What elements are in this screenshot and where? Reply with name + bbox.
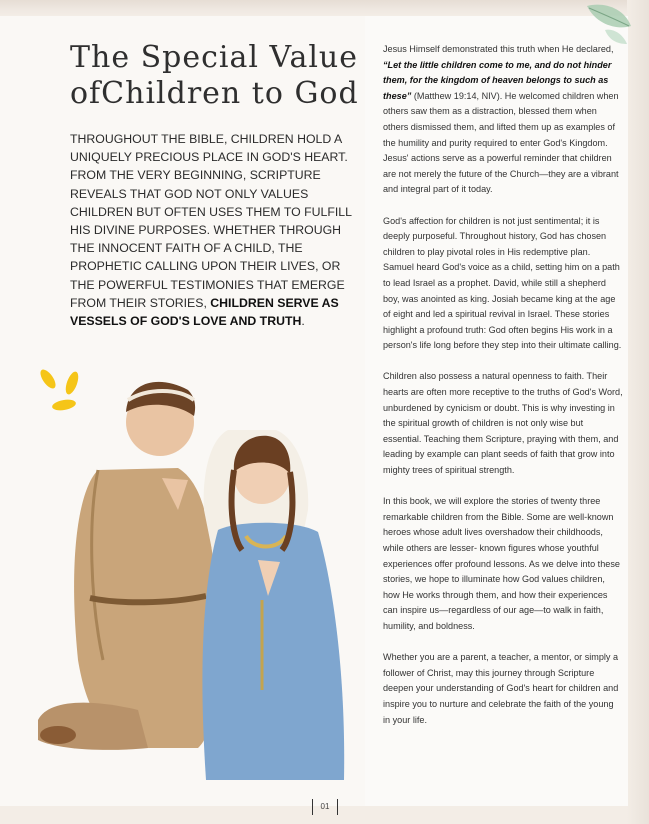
title-line-1: The Special Value	[70, 40, 359, 75]
leaf-icon	[583, 0, 635, 46]
paragraph-5: Whether you are a parent, a teacher, a mentor, or simply a follower of Christ, may this journey through Scripture deepen your understanding of God's heart for children and inspire you to nurture and celebrate the faith of the young in your life.	[383, 652, 619, 725]
intro-paragraph	[70, 130, 355, 330]
praying-children-illustration	[28, 360, 358, 790]
page-number: 01	[312, 799, 338, 815]
title-line-2: ofChildren to God	[70, 76, 359, 111]
p1-start: Jesus Himself demonstrated this truth when He declared,	[383, 44, 614, 54]
body-text	[383, 42, 623, 744]
girl-figure	[202, 430, 344, 780]
paragraph-4: In this book, we will explore the stories of twenty three remarkable children from the Bible. Some are well-known heroes whose adult lives overshadow their childhoods, while others are lesser- known figures whose youthful experiences offer profound lessons. As we delve into these stories, we hope to illuminate how God values children, how He works through them, and how their experiences can inspire us—regardless of our age—to walk in faith, humility, and boldness.	[383, 496, 620, 631]
boy-figure	[38, 382, 218, 750]
paragraph-2: God's affection for children is not just sentimental; it is deeply purposeful. Throughout history, God has chosen children to play pivotal roles in His redemptive plan. Samuel heard God's voice as a child, setting him on a path to lead Israel as a prophet. David, while still a shepherd boy, was anointed as king. Josiah became king at the age of eight and led a spiritual revival in Israel. These stories highlight a profound truth: God often begins His work in a person's life long before they step into their ultimate calling.	[383, 215, 622, 351]
p1-end: (Matthew 19:14, NIV). He welcomed children when others saw them as a distraction, blessed them when others dismissed them, and lifted them up as examples of the humility and purity required to enter God's Kingdom. Jesus' actions serve as a powerful reminder that children are not merely the future of the Church—they are a vibrant and integral part of it today.	[383, 90, 619, 195]
intro-emphasis: CHILDREN SERVE AS VESSELS OF GOD'S LOVE AND TRUTH	[70, 295, 339, 329]
paragraph-1	[383, 42, 623, 198]
intro-text: THROUGHOUT THE BIBLE, CHILDREN HOLD A UNIQUELY PRECIOUS PLACE IN GOD'S HEART. FROM THE VERY BEGINNING, SCRIPTURE REVEALS THAT GOD NOT ONLY VALUES CHILDREN BUT OFTEN USES THEM TO FULFILL HIS DIVINE PURPOSES. WHETHER THROUGH THE INNOCENT FAITH OF A CHILD, THE PROPHETIC CALLING UPON THEIR LIVES, OR THE POWERFUL TESTIMONIES THAT EMERGE FROM THEIR STORIES,	[70, 132, 352, 310]
page-title	[70, 40, 360, 112]
paper-top-edge	[0, 0, 649, 16]
paragraph-3: Children also possess a natural openness to faith. Their hearts are often more receptive to the truths of God's Word, unburdened by cynicism or doubt. This is why investing in the spiritual growth of children is not only wise but essential. Teaching them Scripture, praying with them, and leading by example can plant seeds of faith that grow into mighty trees of spiritual strength.	[383, 371, 623, 476]
intro-end: .	[301, 314, 305, 329]
scripture-quote: “Let the little children come to me, and do not hinder them, for the kingdom of heaven belongs to such as these”	[383, 59, 612, 101]
paper-right-edge	[627, 0, 649, 824]
sparkle-accent-icon	[34, 365, 94, 415]
